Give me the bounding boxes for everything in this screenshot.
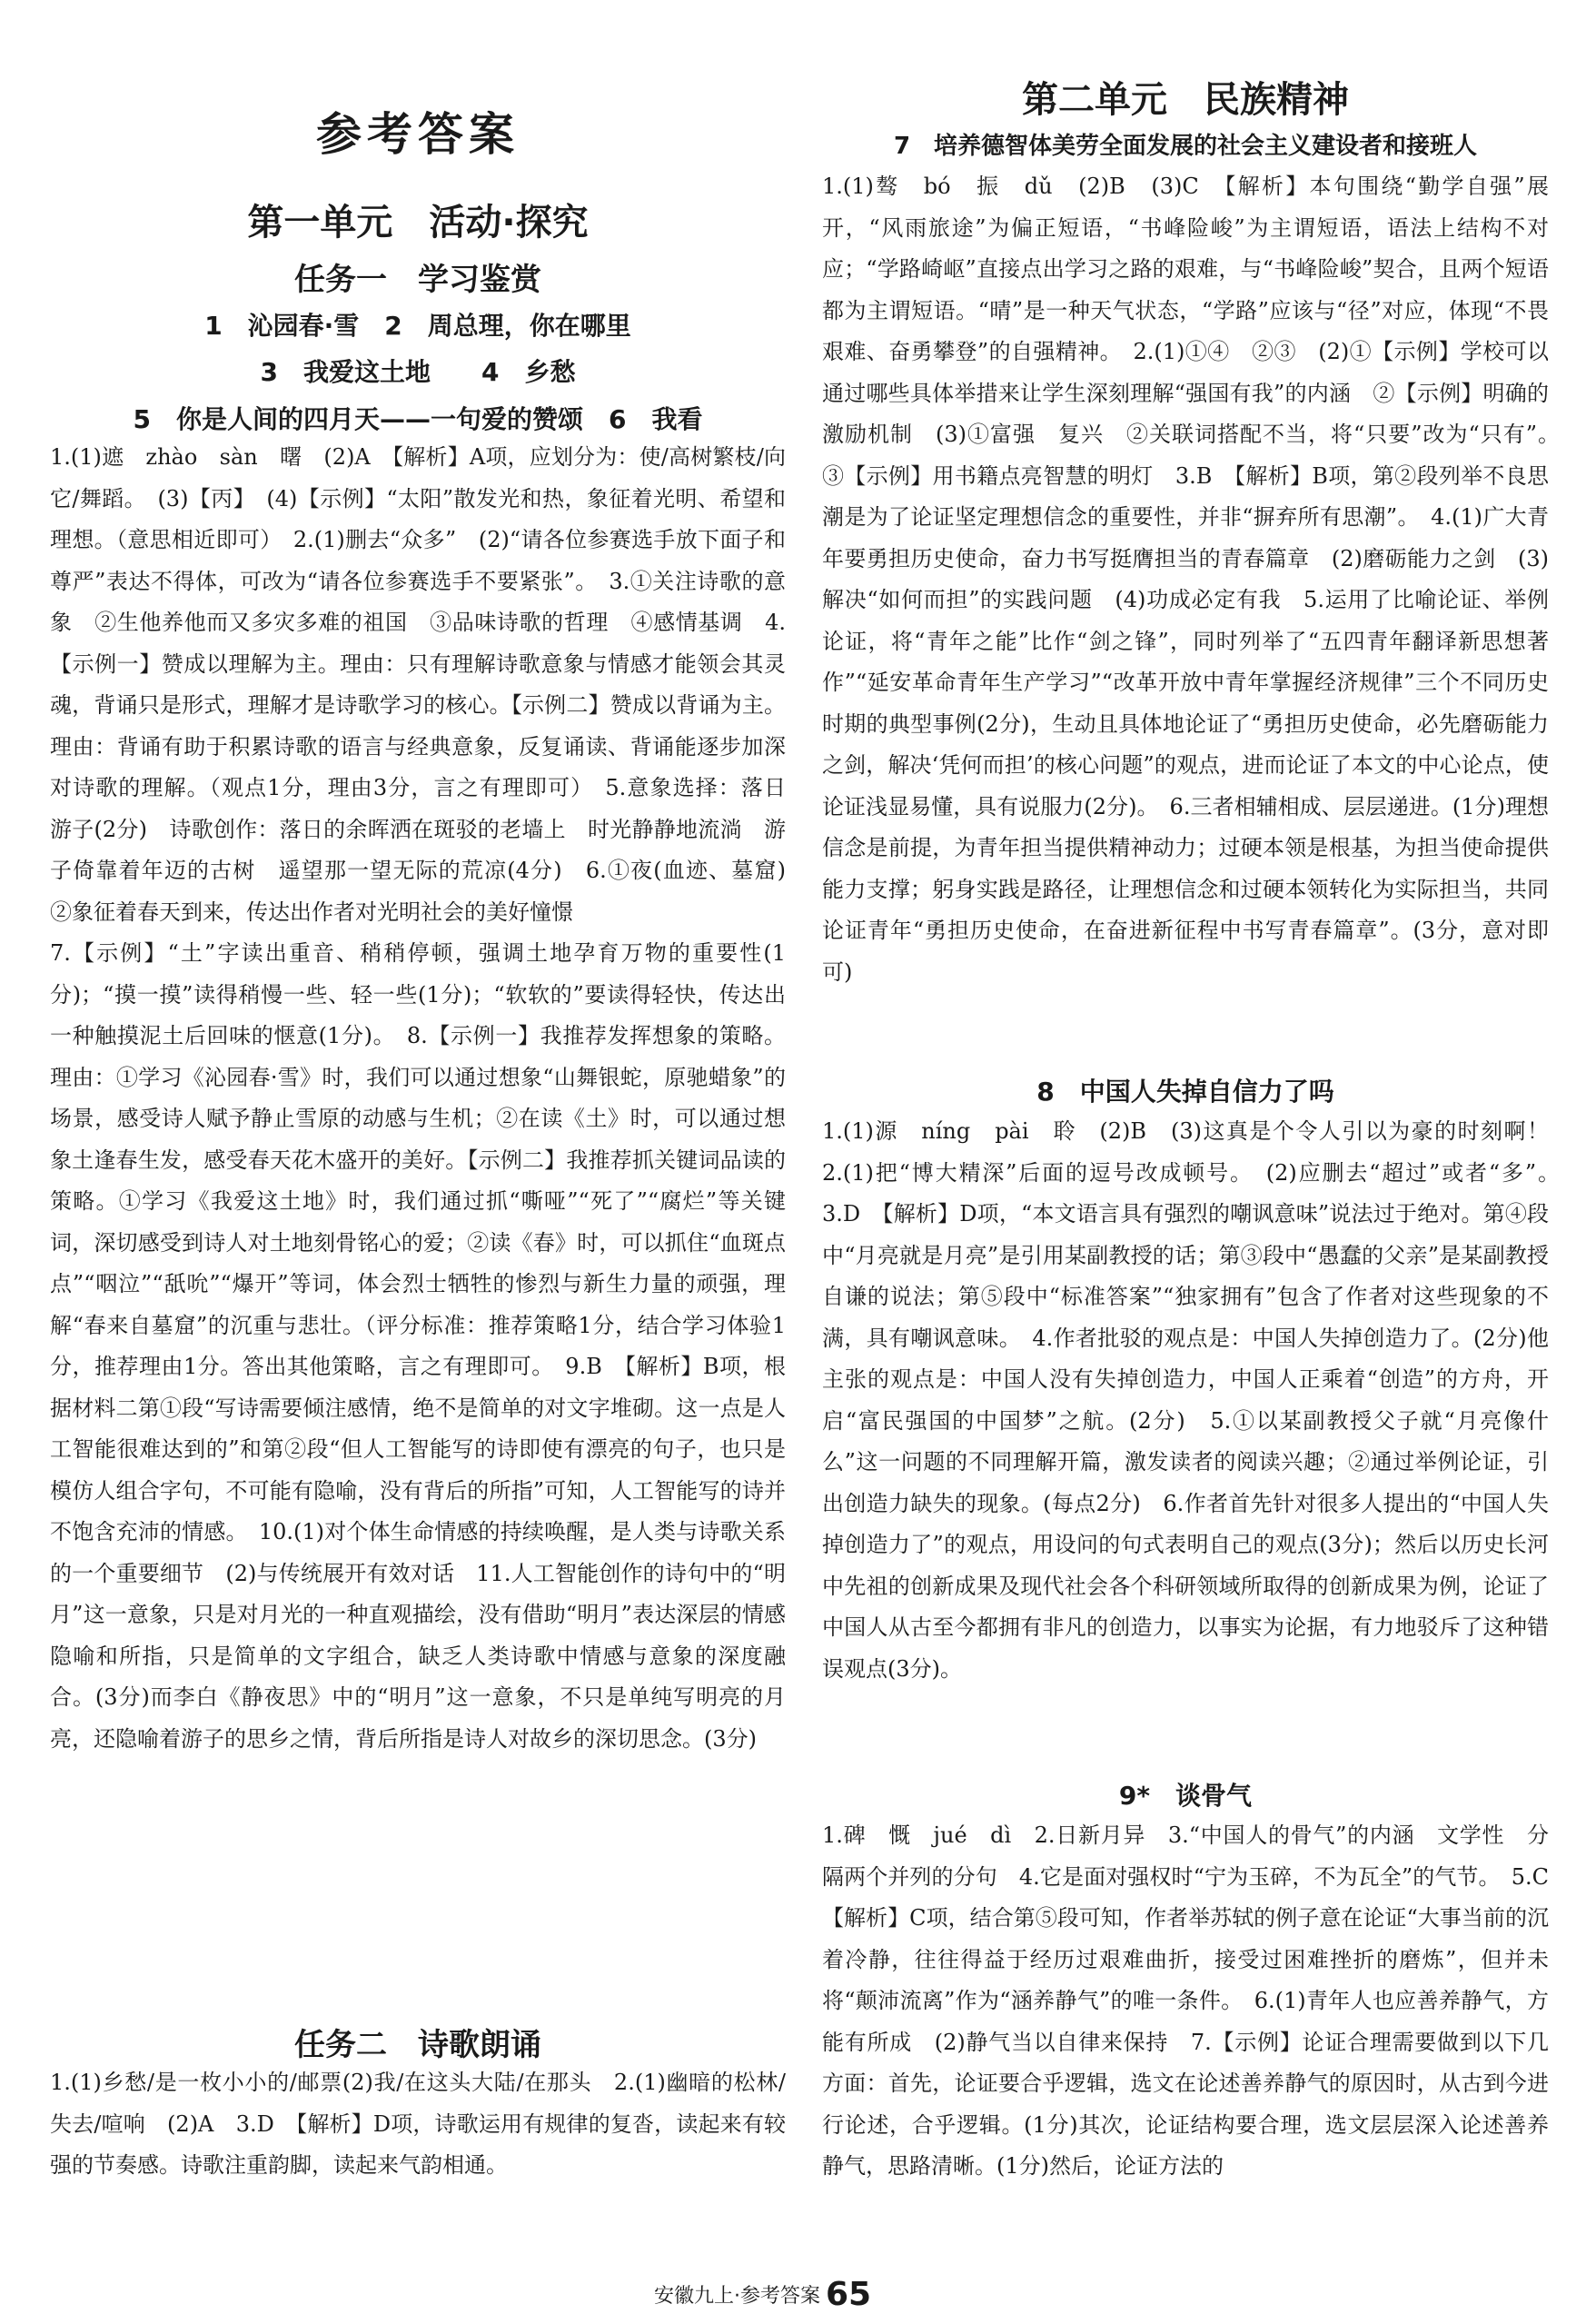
lesson-5-6-title: 5 你是人间的四月天——一句爱的赞颂 6 我看 bbox=[133, 404, 703, 434]
page-title: 参考答案 bbox=[316, 108, 520, 161]
answers-block bbox=[50, 437, 808, 1760]
lesson-9-answers: 1.碑 慨 jué dì 2.日新月异 3.“中国人的骨气”的内涵 文学性 分隔两个并列的分句 4.它是面对强权时“宁为玉碎，不为瓦全”的气节。 5.C 【解析】C项，结合第⑤段可知，作者举苏轼的例子意在论证“大事当前的沉着冷静，往往得益于经历过艰难曲折，接受过困难挫折的磨炼”，但并未将“颠沛流离”作为“涵养静气”的唯一条件。 6.(1)青年人也应善养静气，方能有所成 (2)静气当以自律来保持 7.【示例】论证合理需要做到以下几方面：首先，论证要合乎逻辑，选文在论述善养静气的原因时，从古到今进行论述，合乎逻辑。(1分)其次，论证结构要合理，选文层层深入论述善养静气，思路清晰。(1分)然后，论证方法的 bbox=[822, 1822, 1571, 2179]
lesson-1-2-title: 1 沁园春·雪 2 周总理，你在哪里 bbox=[204, 311, 631, 341]
lesson-7-title: 7 培养德智体美劳全面发展的社会主义建设者和接班人 bbox=[893, 133, 1478, 160]
unit-2-title: 第二单元 民族精神 bbox=[1022, 79, 1349, 121]
page-number: 65 bbox=[826, 2276, 872, 2313]
task-2-answers: 1.(1)乡愁/是一枚小小的/邮票(2)我/在这头大陆/在那头 2.(1)幽暗的松林/失去/喧响 (2)A 3.D 【解析】D项，诗歌运用有规律的复沓，读起来有较强的节奏感。诗歌注重韵脚，读起来气韵相通。 bbox=[50, 2070, 786, 2178]
lesson-9-title: 9* 谈骨气 bbox=[1118, 1781, 1253, 1811]
task-2-title: 任务二 诗歌朗诵 bbox=[294, 2027, 541, 2063]
task-1-title: 任务一 学习鉴赏 bbox=[294, 262, 541, 298]
lesson-8-title: 8 中国人失掉自信力了吗 bbox=[1036, 1077, 1334, 1107]
lesson-7-answers: 1.(1)骜 bó 振 dǔ (2)B (3)C 【解析】本句围绕“勤学自强”展开，“风雨旅途”为偏正短语，“书峰险峻”为主谓短语，语法上结构不对应；“学路崎岖”直接点出学习之路的艰难，与“书峰险峻”契合，且两个短语都为主谓短语。“晴”是一种天气状态，“学路”应该与“径”对应，体现“不畏艰难、奋勇攀登”的自强精神。 2.(1)①④ ②③ (2)①【示例】学校可以通过哪些具体举措来让学生深刻理解“强国有我”的内涵 ②【示例】明确的激励机制 (3)①富强 复兴 ②关联词搭配不当，将“只要”改为“只有”。 ③【示例】用书籍点亮智慧的明灯 3.B 【解析】B项，第②段列举不良思潮是为了论证坚定理想信念的重要性，并非“摒弃所有思潮”。 4.(1)广大青年要勇担历史使命，奋力书写挺膺担当的青春篇章 (2)磨砺能力之剑 (3)解决“如何而担”的实践问题 (4)功成必定有我 5.运用了比喻论证、举例论证，将“青年之能”比作“剑之锋”，同时列举了“五四青年翻译新思想著作”“延安革命青年生产学习”“改革开放中青年掌握经济规律”三个不同历史时期的典型事例(2分)，生动且具体地论证了“勇担历史使命，必先磨砺能力之剑，解决‘凭何而担’的核心问题”的观点，进而论证了本文的中心论点，使论证浅显易懂，具有说服力(2分)。 6.三者相辅相成、层层递进。(1分)理想信念是前提，为青年担当提供精神动力；过硬本领是根基，为担当使命提供能力支撑；躬身实践是路径，让理想信念和过硬本领转化为实际担当，共同论证青年“勇担历史使命，在奋进新征程中书写青春篇章”。(3分，意对即可) bbox=[822, 174, 1571, 985]
lesson-8-answers: 1.(1)源 níng pài 聆 (2)B (3)这真是个令人引以为豪的时刻啊！ 2.(1)把“博大精深”后面的逗号改成顿号。 (2)应删去“超过”或者“多”。 3.D 【解析】D项，“本文语言具有强烈的嘲讽意味”说法过于绝对。第④段中“月亮就是月亮”是引用某副教授的话；第③段中“愚蠢的父亲”是某副教授自谦的说法；第⑤段中“标准答案”“独家拥有”包含了作者对这些现象的不满，具有嘲讽意味。 4.作者批驳的观点是：中国人失掉创造力了。(2分)他主张的观点是：中国人没有失掉创造力，中国人正乘着“创造”的方舟，开启“富民强国的中国梦”之航。(2分) 5.①以某副教授父子就“月亮像什么”这一问题的不同理解开篇，激发读者的阅读兴趣；②通过举例论证，引出创造力缺失的现象。(每点2分) 6.作者首先针对很多人提出的“中国人失掉创造力了”的观点，用设问的句式表明自己的观点(3分)；然后以历史长河中先祖的创新成果及现代社会各个科研领域所取得的创新成果为例，论证了中国人从古至今都拥有非凡的创造力，以事实为论据，有力地驳斥了这种错误观点(3分)。 bbox=[822, 1118, 1571, 1682]
answers-lesson-5-6: 1.(1)遮 zhào sàn 曙 (2)A 【解析】A项，应划分为：使/高树繁枝/向它/舞蹈。 (3)【丙】 (4)【示例】“太阳”散发光和热，象征着光明、希望和理想。（意思相近即可） 2.(1)删去“众多” (2)“请各位参赛选手放下面子和尊严”表达不得体，可改为“请各位参赛选手不要紧张”。 3.①关注诗歌的意象 ②生他养他而又多灾多难的祖国 ③品味诗歌的哲理 ④感情基调 4.【示例一】赞成以理解为主。理由：只有理解诗歌意象与情感才能领会其灵魂，背诵只是形式，理解才是诗歌学习的核心。【示例二】赞成以背诵为主。理由：背诵有助于积累诗歌的语言与经典意象，反复诵读、背诵能逐步加深对诗歌的理解。（观点1分，理由3分，言之有理即可） 5.意象选择：落日 游子(2分) 诗歌创作：落日的余晖洒在斑驳的老墙上 时光静静地流淌 游子倚靠着年迈的古树 遥望那一望无际的荒凉(4分) 6.①夜(血迹、墓窟) ②象征着春天到来，传达出作者对光明社会的美好憧憬 bbox=[50, 444, 808, 925]
answers-items-7-11: 7.【示例】“土”字读出重音、稍稍停顿，强调土地孕育万物的重要性(1分)；“摸一摸”读得稍慢一些、轻一些(1分)；“软软的”要读得轻快，传达出一种触摸泥土后回味的惬意(1分)。 8.【示例一】我推荐发挥想象的策略。理由：①学习《沁园春·雪》时，我们可以通过想象“山舞银蛇，原驰蜡象”的场景，感受诗人赋予静止雪原的动感与生机；②在读《土》时，可以通过想象土逢春生发，感受春天花木盛开的美好。【示例二】我推荐抓关键词品读的策略。①学习《我爱这土地》时，我们通过抓“嘶哑”“死了”“腐烂”等关键词，深切感受到诗人对土地刻骨铭心的爱；②读《春》时，可以抓住“血斑点点”“咽泣”“舐吮”“爆开”等词，体会烈士牺牲的惨烈与新生力量的顽强，理解“春来自墓窟”的沉重与悲壮。（评分标准：推荐策略1分，结合学习体验1分，推荐理由1分。答出其他策略，言之有理即可。 9.B 【解析】B项，根据材料二第①段“写诗需要倾注感情，绝不是简单的对文字堆砌。这一点是人工智能很难达到的”和第②段“但人工智能写的诗即使有漂亮的句子，也只是模仿人组合字句，不可能有隐喻，没有背后的所指”可知，人工智能写的诗并不饱含充沛的情感。 10.(1)对个体生命情感的持续唤醒，是人类与诗歌关系的一个重要细节 (2)与传统展开有效对话 11.人工智能创作的诗句中的“明月”这一意象，只是对月光的一种直观描绘，没有借助“明月”表达深层的情感隐喻和所指，只是简单的文字组合，缺乏人类诗歌中情感与意象的深度融合。(3分)而李白《静夜思》中的“明月”这一意象，不只是单纯写明亮的月亮，还隐喻着游子的思乡之情，背后所指是诗人对故乡的深切思念。(3分) bbox=[50, 940, 786, 1752]
lesson-3-4-title: 3 我爱这土地 4 乡愁 bbox=[260, 357, 576, 387]
unit-1-title: 第一单元 活动·探究 bbox=[247, 202, 589, 243]
page-footer bbox=[654, 2276, 1199, 2313]
footer-text: 安徽九上·参考答案 bbox=[654, 2285, 820, 2308]
